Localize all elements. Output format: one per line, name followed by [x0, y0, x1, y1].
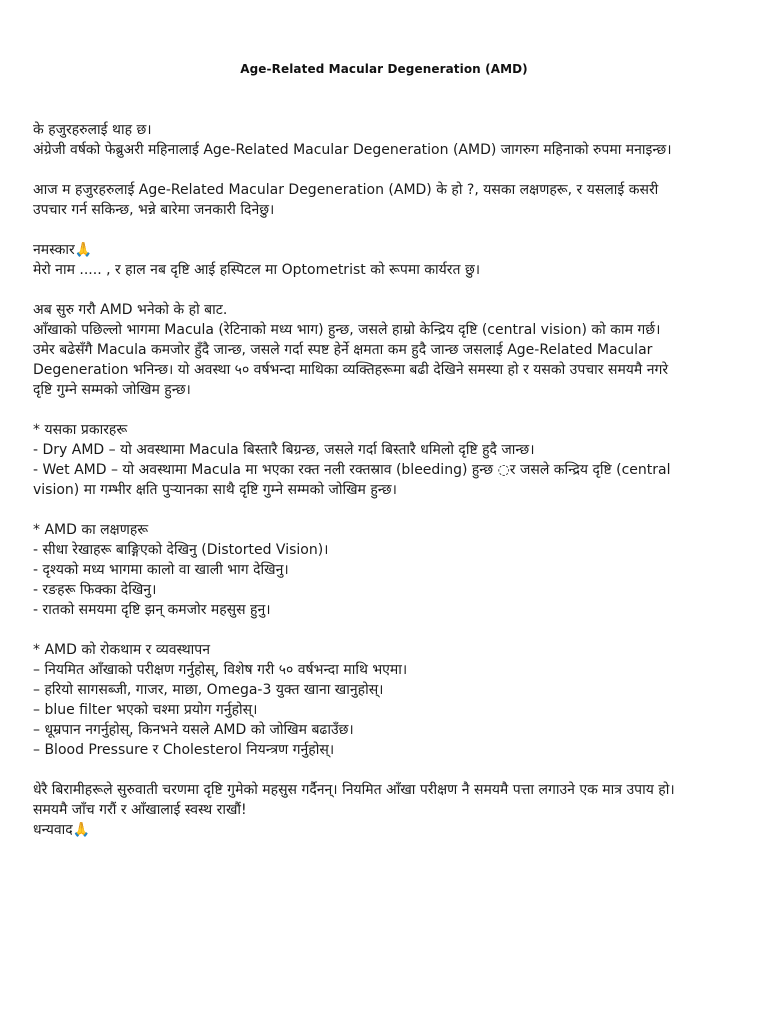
- greeting-line: मेरो नाम ..... , र हाल नब दृष्टि आई हस्पिटल मा Optometrist को रूपमा कार्यरत छु।: [33, 262, 481, 278]
- symptom-item: - रङहरू फिक्का देखिनु।: [33, 582, 157, 598]
- closing-line: धन्यवाद🙏: [33, 822, 91, 838]
- symptom-item: - रातको समयमा दृष्टि झन् कमजोर महसुस हुनु।: [33, 602, 271, 618]
- about-line: Degeneration भनिन्छ। यो अवस्था ५० वर्षभन्दा माथिका व्यक्तिहरूमा बढी देखिने समस्या हो र यसको उपचार समयमै नगरे: [33, 362, 669, 378]
- about-line: आँखाको पछिल्लो भागमा Macula (रेटिनाको मध्य भाग) हुन्छ, जसले हाम्रो केन्द्रिय दृष्टि (central vision) को काम गर्छ।: [33, 322, 661, 338]
- prevention-item: – blue filter भएको चश्मा प्रयोग गर्नुहोस्।: [33, 702, 258, 718]
- paragraph-gap: [33, 500, 733, 520]
- prevention-item: – हरियो सागसब्जी, गाजर, माछा, Omega-3 युक्त खाना खानुहोस्।: [33, 682, 384, 698]
- closing-line: धेरै बिरामीहरूले सुरुवाती चरणमा दृष्टि गुमेको महसुस गर्दैनन्। नियमित आँखा परीक्षण नै समयमै पत्ता लगाउने एक मात्र उपाय हो।: [33, 782, 675, 798]
- purpose-line: उपचार गर्न सकिन्छ, भन्ने बारेमा जनकारी दिनेछु।: [33, 202, 275, 218]
- prevention-item: – धूम्रपान नगर्नुहोस्, किनभने यसले AMD को जोखिम बढाउँछ।: [33, 722, 354, 738]
- paragraph-gap: [33, 400, 733, 420]
- paragraph-gap: [33, 280, 733, 300]
- document-title: Age-Related Macular Degeneration (AMD): [240, 62, 528, 76]
- paragraph-gap: [33, 760, 733, 780]
- symptom-item: - सीधा रेखाहरू बाङ्गिएको देखिनु (Distorted Vision)।: [33, 542, 329, 558]
- symptoms-heading: * AMD का लक्षणहरू: [33, 522, 149, 538]
- paragraph-gap: [33, 160, 733, 180]
- types-line: - Wet AMD – यो अवस्थामा Macula मा भएका रक्त नली रक्तस्राव (bleeding) हुन्छ ◌र जसले कन्द्रिय दृष्टि (central: [33, 462, 671, 478]
- types-heading: * यसका प्रकारहरू: [33, 422, 128, 438]
- intro-line: अंग्रेजी वर्षको फेब्रुअरी महिनालाई Age-Related Macular Degeneration (AMD) जागरुग महिनाको रुपमा मनाइन्छ।: [33, 142, 672, 158]
- about-line: उमेर बढेसँगै Macula कमजोर हुँदै जान्छ, जसले गर्दा स्पष्ट हेर्ने क्षमता कम हुदै जान्छ जसलाई Age-Related Macular: [33, 342, 653, 358]
- paragraph-gap: [33, 220, 733, 240]
- prevention-item: – Blood Pressure र Cholesterol नियन्त्रण गर्नुहोस्।: [33, 742, 335, 758]
- about-line: अब सुरु गरौ AMD भनेको के हो बाट.: [33, 302, 228, 318]
- purpose-line: आज म हजुरहरुलाई Age-Related Macular Degeneration (AMD) के हो ?, यसका लक्षणहरू, र यसलाई कसरी: [33, 182, 659, 198]
- greeting-line: नमस्कार🙏: [33, 242, 93, 258]
- symptom-item: - दृश्यको मध्य भागमा कालो वा खाली भाग देखिनु।: [33, 562, 289, 578]
- intro-line: के हजुरहरुलाई थाह छ।: [33, 122, 152, 138]
- about-line: दृष्टि गुम्ने सम्मको जोखिम हुन्छ।: [33, 382, 191, 398]
- document-body: [33, 120, 733, 840]
- types-line: vision) मा गम्भीर क्षति पुर्‍यानका साथै दृष्टि गुम्ने सम्मको जोखिम हुन्छ।: [33, 482, 397, 498]
- paragraph-gap: [33, 620, 733, 640]
- prevention-heading: * AMD को रोकथाम र व्यवस्थापन: [33, 642, 210, 658]
- prevention-item: – नियमित आँखाको परीक्षण गर्नुहोस्, विशेष गरी ५० वर्षभन्दा माथि भएमा।: [33, 662, 408, 678]
- closing-line: समयमै जाँच गरौं र आँखालाई स्वस्थ राखौं!: [33, 802, 247, 818]
- types-line: - Dry AMD – यो अवस्थामा Macula बिस्तारै बिग्रन्छ, जसले गर्दा बिस्तारै धमिलो दृष्टि हुदै जान्छ।: [33, 442, 535, 458]
